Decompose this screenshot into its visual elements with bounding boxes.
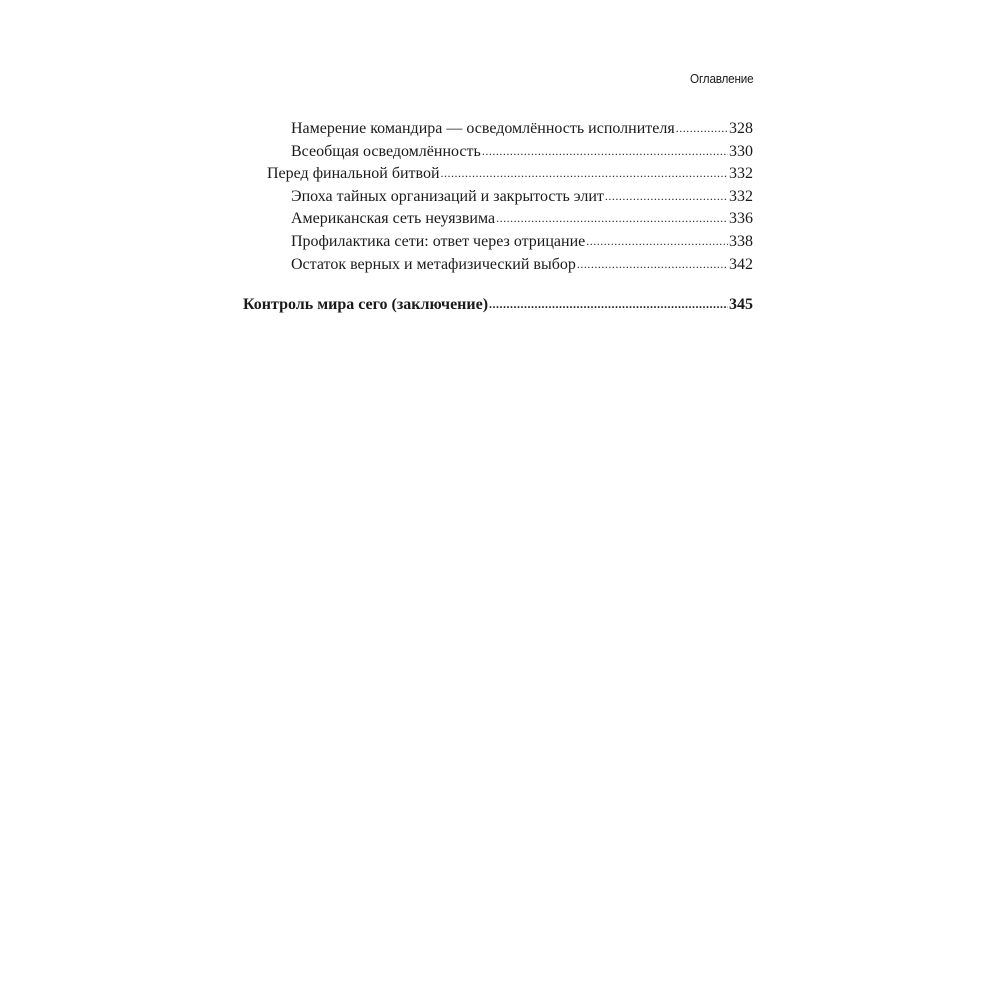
table-of-contents [243, 118, 753, 317]
dot-leader [586, 230, 728, 253]
toc-entry-page: 342 [729, 255, 753, 273]
toc-entry-title: Остаток верных и метафизический выбор [291, 255, 576, 273]
dot-leader [489, 293, 728, 316]
toc-entry [243, 118, 753, 141]
toc-entry-page: 345 [729, 296, 753, 314]
toc-entry-title: Профилактика сети: ответ через отрицание [291, 232, 586, 250]
toc-entry-title: Эпоха тайных организаций и закрытость элит [291, 187, 604, 205]
dot-leader [676, 117, 728, 140]
toc-entry [243, 254, 753, 277]
toc-entry-page: 332 [729, 165, 753, 183]
toc-entry-page: 330 [729, 142, 753, 160]
toc-entry [243, 186, 753, 209]
dot-leader [441, 162, 728, 185]
toc-entry-title: Контроль мира сего (заключение) [243, 296, 489, 314]
dot-leader [482, 140, 728, 163]
dot-leader [577, 253, 728, 276]
toc-entry-title: Перед финальной битвой [267, 165, 440, 183]
dot-leader [496, 207, 728, 230]
toc-entry-title: Намерение командира — осведомлённость исполнителя [291, 120, 675, 137]
toc-entry [243, 141, 753, 164]
toc-entry-title: Всеобщая осведомлённость [291, 142, 481, 160]
toc-entry-page: 336 [729, 210, 753, 228]
toc-chapter-entry [243, 294, 753, 317]
dot-leader [605, 185, 728, 208]
toc-entry-page: 332 [729, 187, 753, 205]
toc-entry [243, 208, 753, 231]
toc-entry [243, 231, 753, 254]
running-header: Оглавление [689, 71, 753, 86]
toc-entry-title: Американская сеть неуязвима [291, 210, 496, 228]
toc-entry [243, 163, 753, 186]
toc-entry-page: 328 [729, 120, 753, 137]
toc-entry-page: 338 [729, 232, 753, 250]
